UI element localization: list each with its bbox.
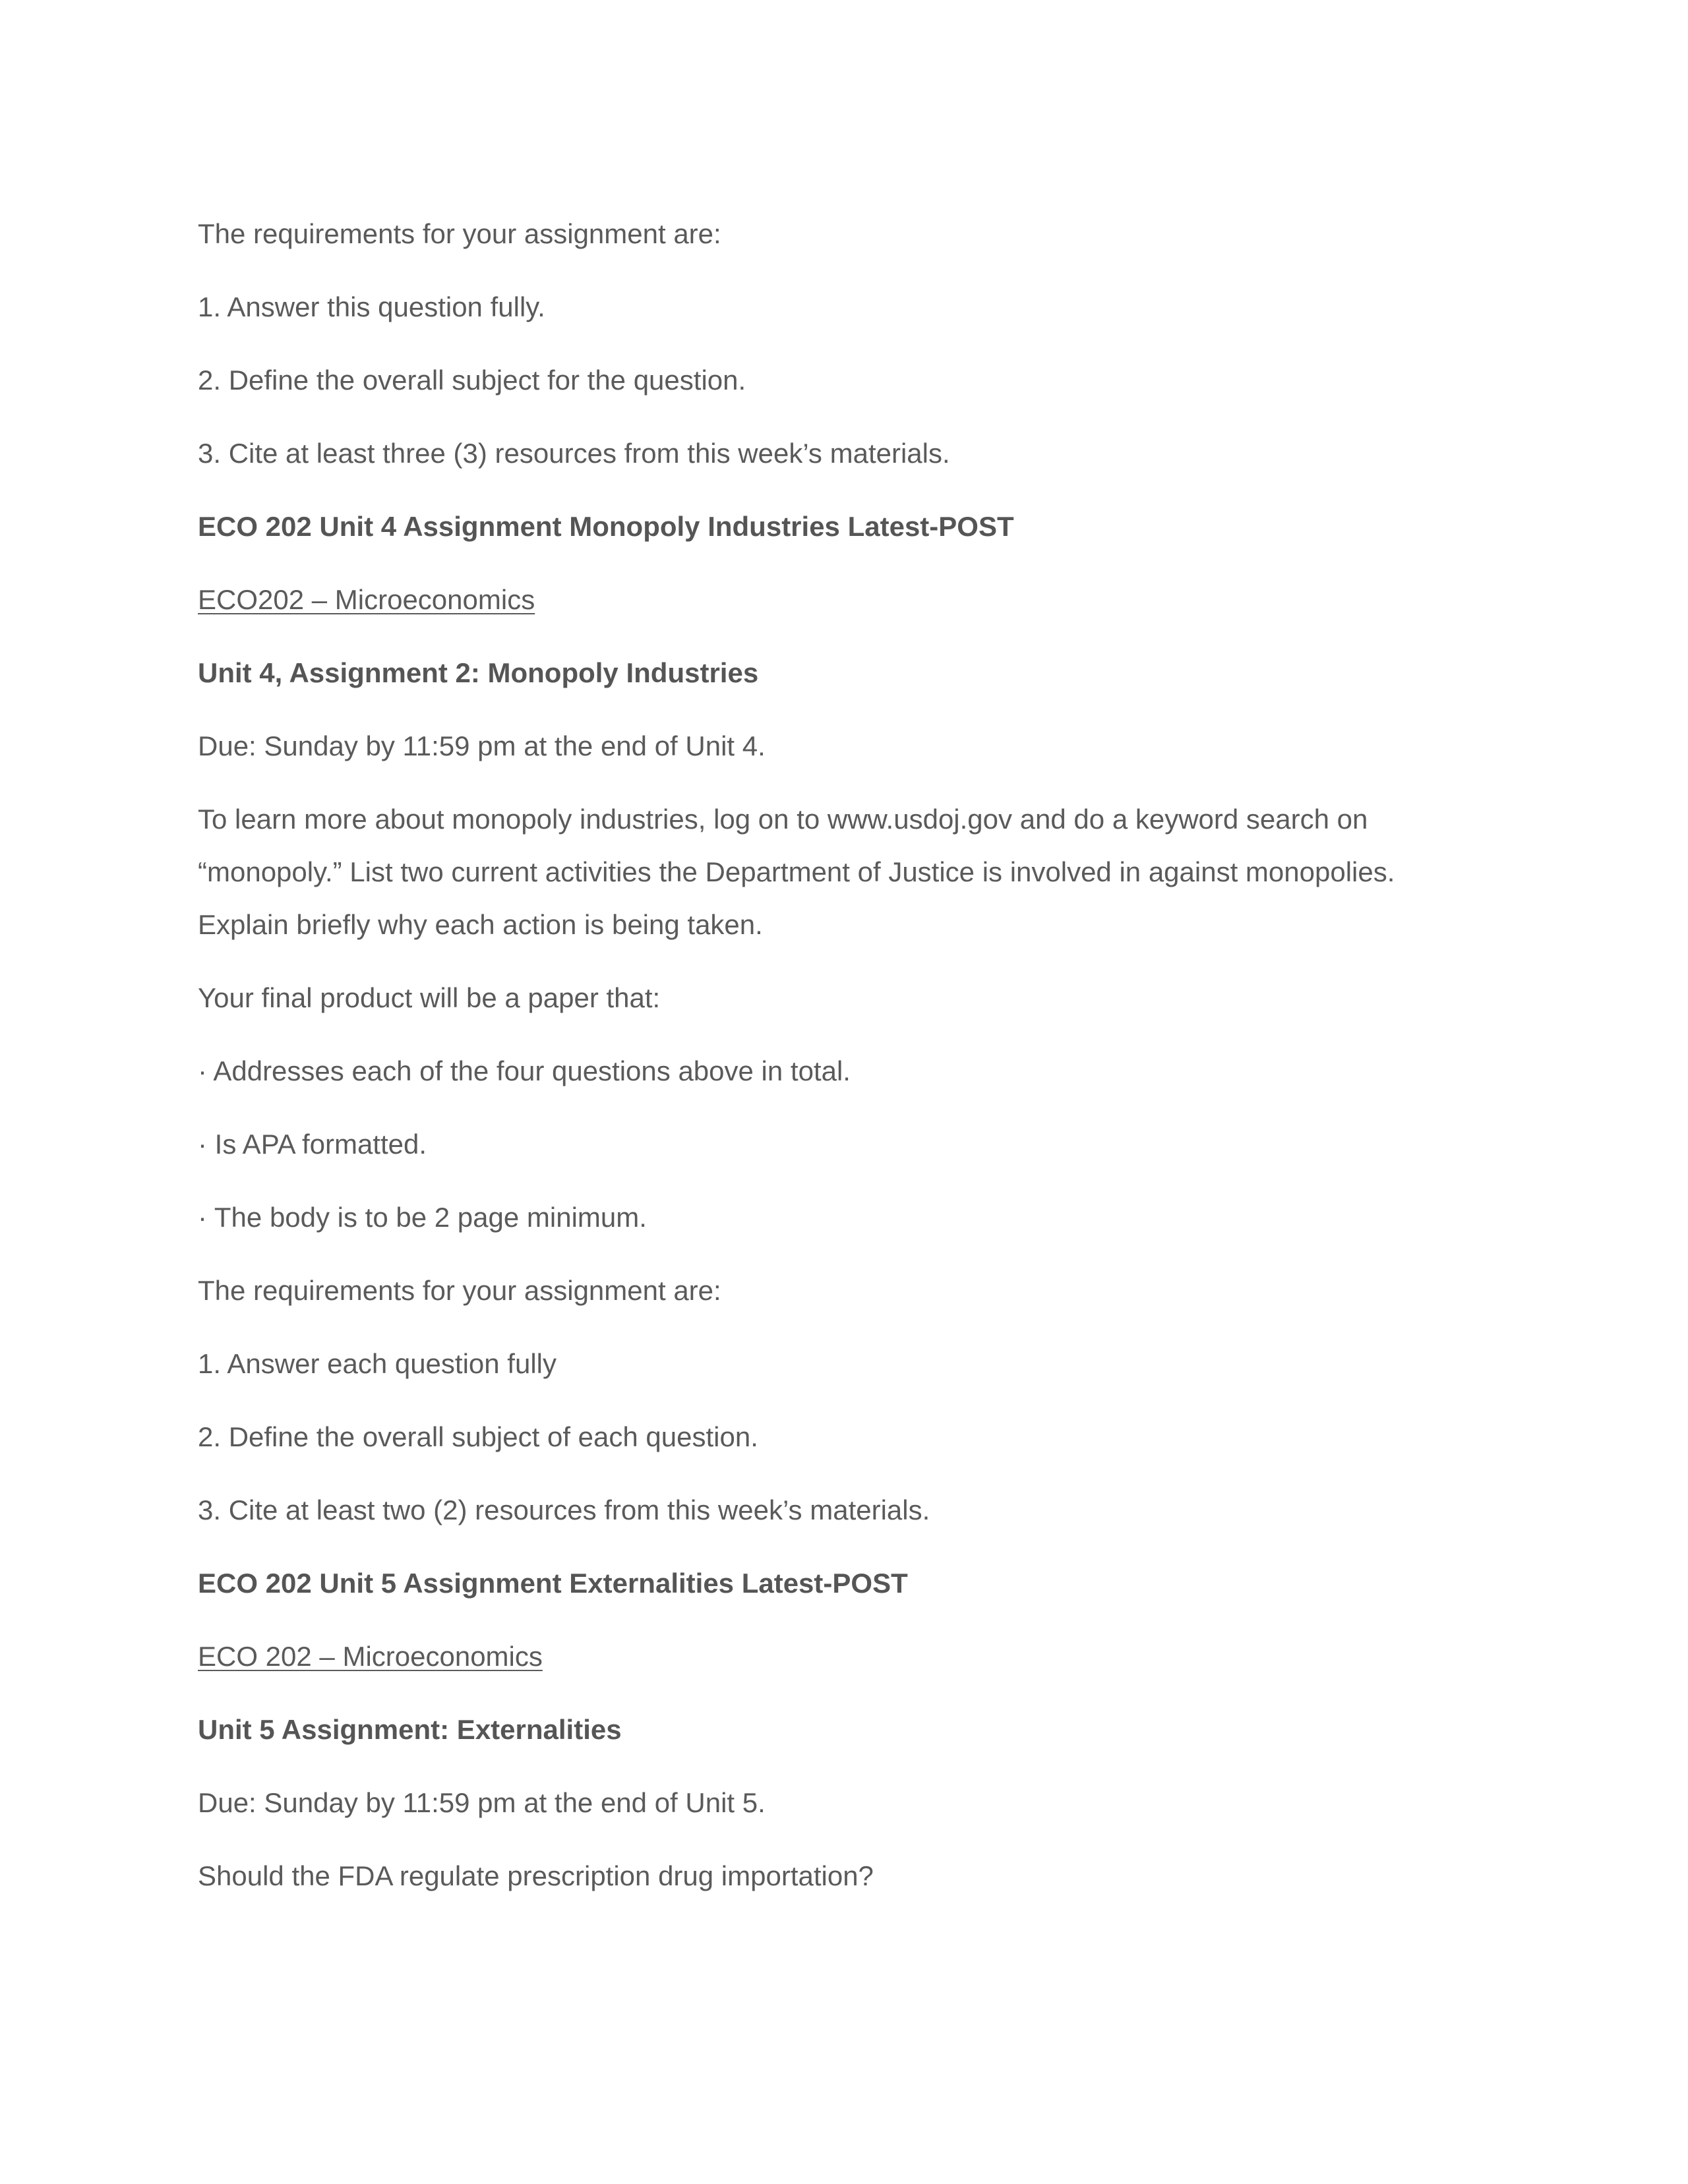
unit5-title: Unit 5 Assignment: Externalities bbox=[198, 1714, 622, 1745]
requirements-intro: The requirements for your assignment are: bbox=[198, 218, 721, 249]
requirement-item: 2. Define the overall subject of each question. bbox=[198, 1421, 758, 1452]
requirement-item: 1. Answer this question fully. bbox=[198, 291, 545, 322]
unit4-body-paragraph: To learn more about monopoly industries, log on to www.usdoj.gov and do a keyword search on bbox=[198, 804, 1368, 835]
requirement-item: 1. Answer each question fully bbox=[198, 1348, 557, 1379]
bullet-item: · Is APA formatted. bbox=[198, 1129, 427, 1160]
requirement-item: 3. Cite at least two (2) resources from this week’s materials. bbox=[198, 1494, 930, 1525]
unit4-course-link[interactable]: ECO202 – Microeconomics bbox=[198, 584, 535, 615]
unit4-heading: ECO 202 Unit 4 Assignment Monopoly Industries Latest-POST bbox=[198, 511, 1014, 542]
requirement-item: 3. Cite at least three (3) resources from this week’s materials. bbox=[198, 438, 950, 469]
unit5-course-link[interactable]: ECO 202 – Microeconomics bbox=[198, 1641, 543, 1672]
unit4-body-paragraph: “monopoly.” List two current activities the Department of Justice is involved in against monopolies. bbox=[198, 856, 1395, 887]
final-product-intro: Your final product will be a paper that: bbox=[198, 982, 661, 1013]
unit4-title: Unit 4, Assignment 2: Monopoly Industries bbox=[198, 657, 759, 688]
unit4-due-date: Due: Sunday by 11:59 pm at the end of Unit 4. bbox=[198, 730, 766, 761]
unit4-body-paragraph: Explain briefly why each action is being taken. bbox=[198, 909, 763, 940]
bullet-item: · Addresses each of the four questions above in total. bbox=[198, 1055, 851, 1086]
requirements-intro: The requirements for your assignment are: bbox=[198, 1275, 721, 1306]
unit5-due-date: Due: Sunday by 11:59 pm at the end of Unit 5. bbox=[198, 1787, 766, 1818]
requirement-item: 2. Define the overall subject for the question. bbox=[198, 365, 746, 396]
bullet-item: · The body is to be 2 page minimum. bbox=[198, 1202, 647, 1233]
unit5-question: Should the FDA regulate prescription drug importation? bbox=[198, 1860, 874, 1891]
unit5-heading: ECO 202 Unit 5 Assignment Externalities Latest-POST bbox=[198, 1568, 908, 1599]
